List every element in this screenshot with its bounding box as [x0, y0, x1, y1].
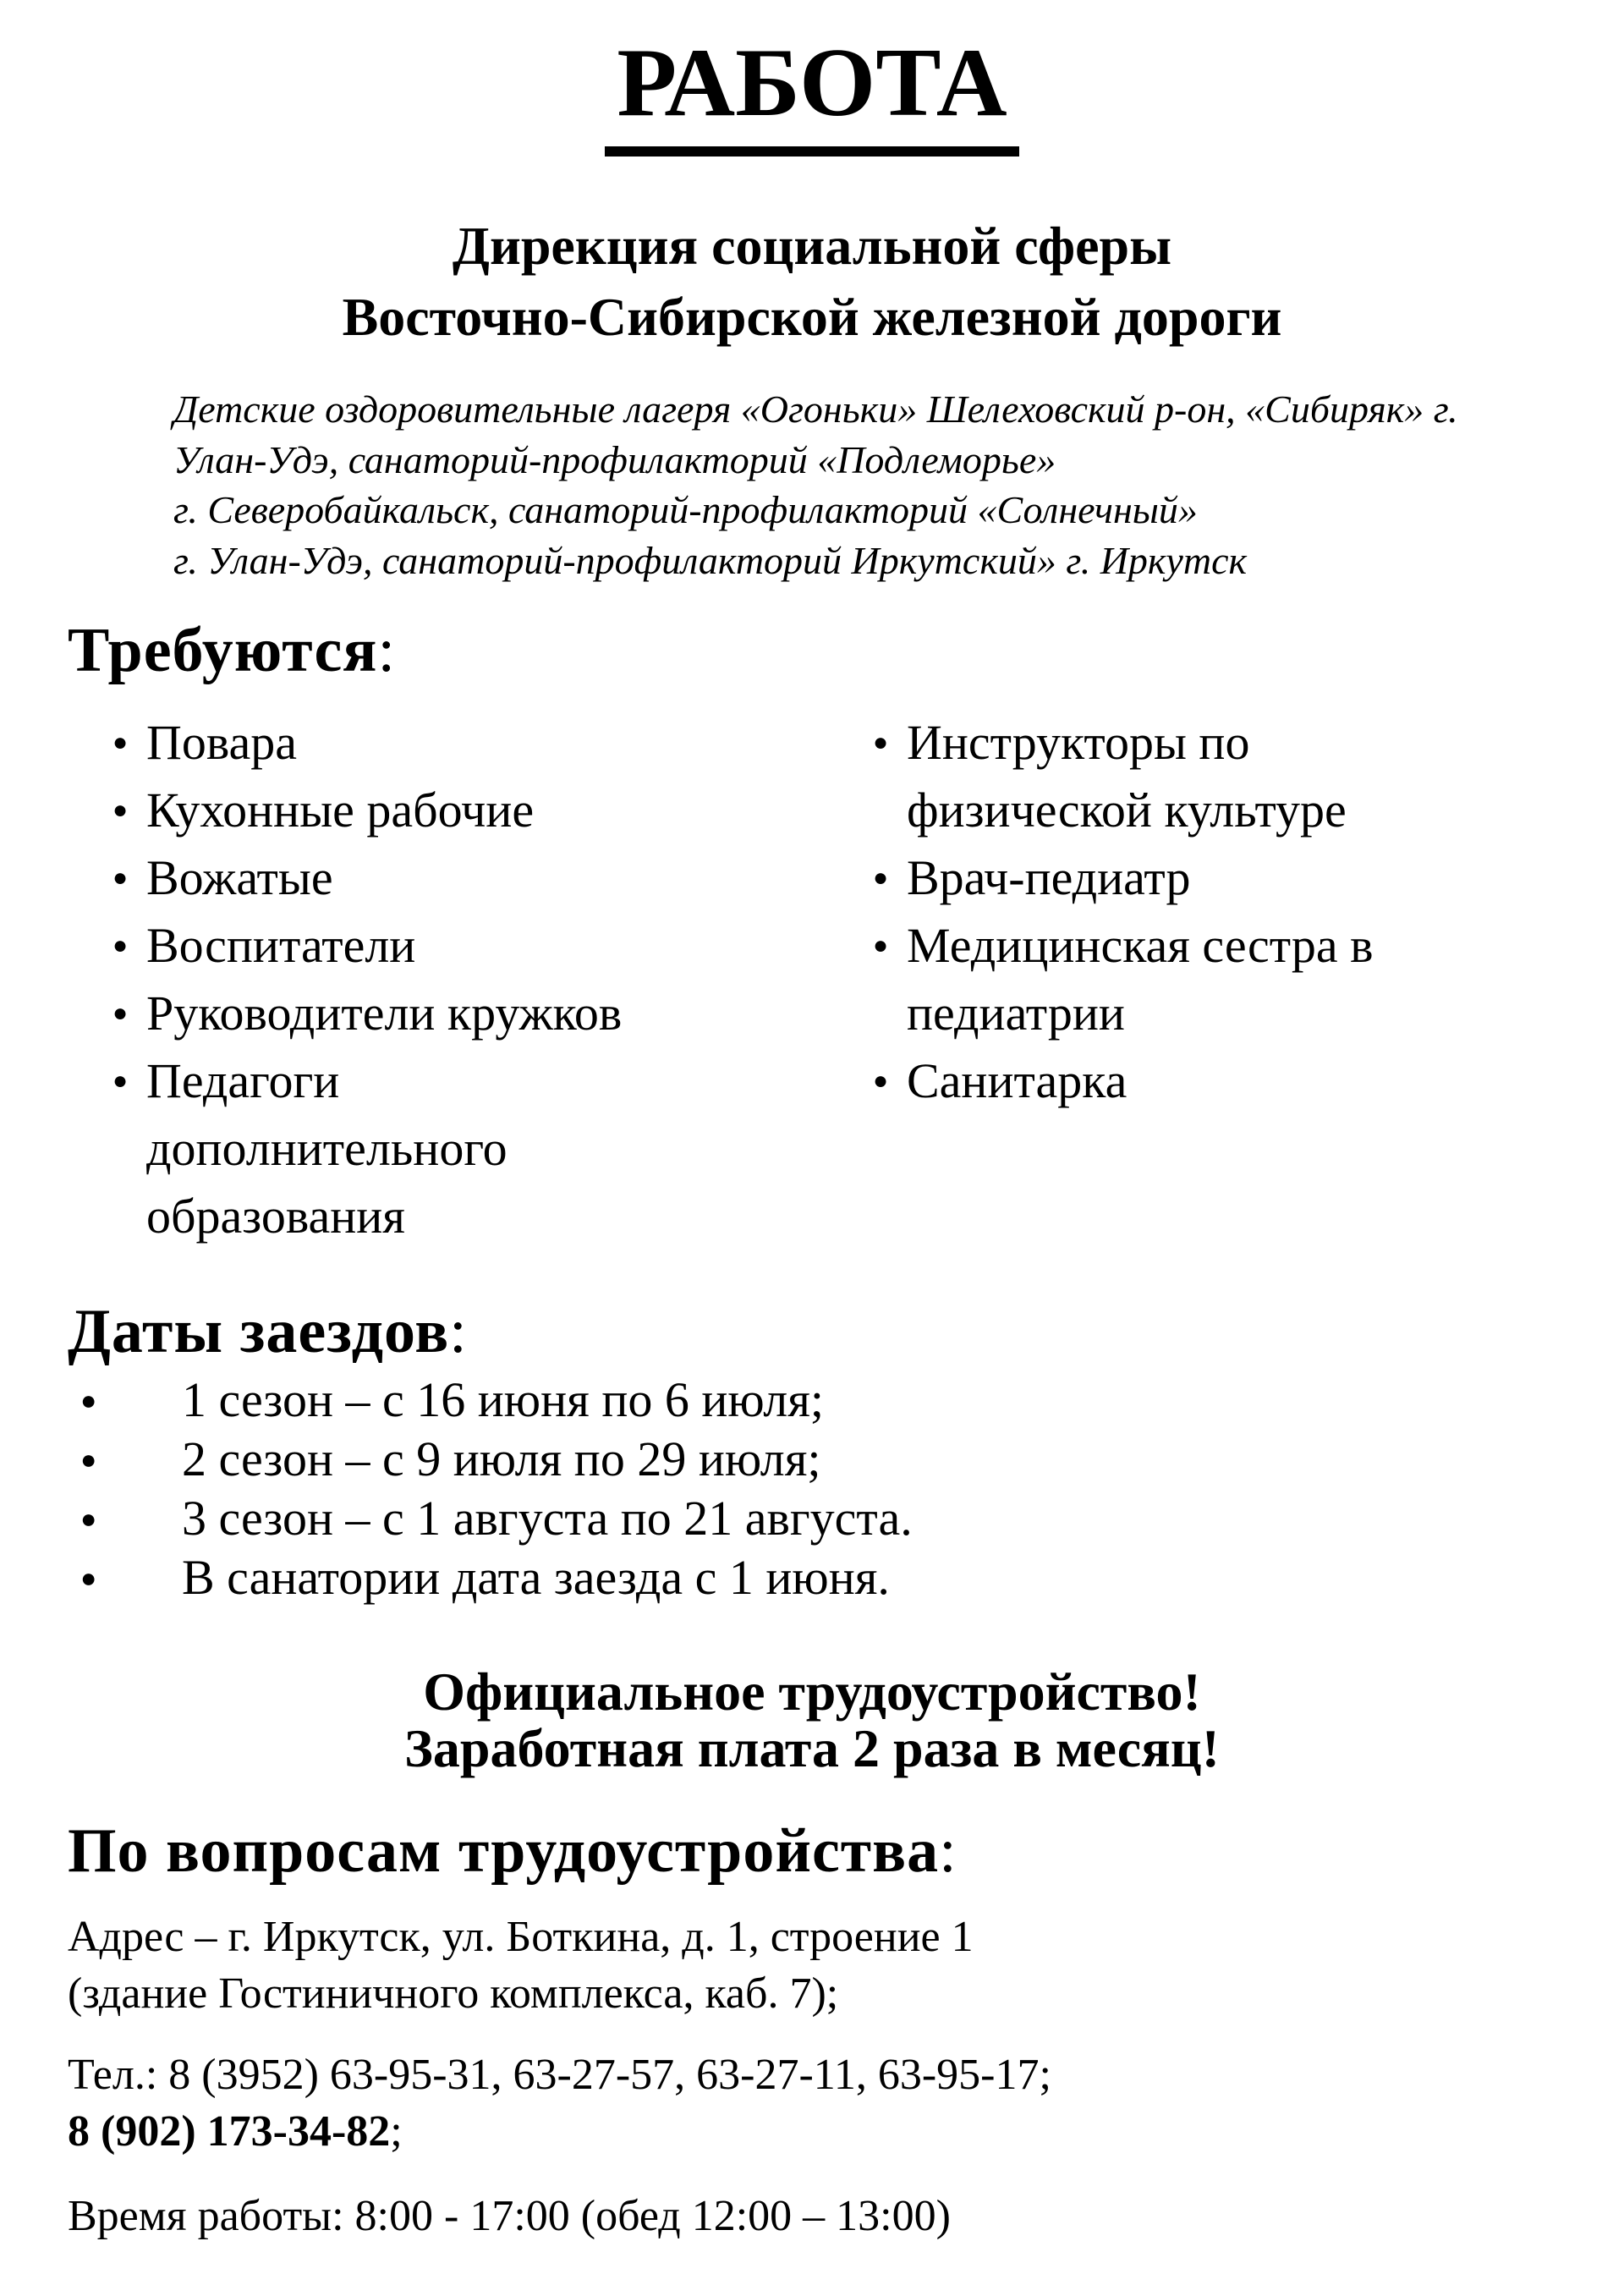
date-item [68, 1489, 1556, 1548]
vacancy-item [68, 980, 873, 1047]
hours-line: Время работы: 8:00 - 17:00 (обед 12:00 – 13:00) [68, 2191, 951, 2240]
vacancy-item-label: Медицинская сестра в педиатрии [907, 918, 1374, 1041]
vacancies-list-right [873, 709, 1556, 1250]
vacancy-item [873, 844, 1556, 912]
vacancies-list-left [68, 709, 873, 1250]
section-heading-vacancies [68, 617, 1556, 685]
date-item-label: 1 сезон – с 16 июня по 6 июля; [182, 1371, 825, 1427]
vacancy-item-label: Руководители кружков [146, 986, 623, 1041]
bullet-icon: ● [112, 931, 129, 960]
section-heading-contact [68, 1817, 1556, 1886]
phone-number-bold: 8 (902) 173-34-82 [68, 2107, 391, 2156]
bullet-icon: ● [873, 728, 889, 757]
intro-line: г. Северобайкальск, санаторий-профилакторий «Солнечный» [173, 488, 1198, 532]
vacancy-item-label: Повара [146, 715, 297, 771]
vacancies-columns [68, 709, 1556, 1250]
section-heading-contact-colon: : [939, 1816, 957, 1887]
phone-line: Тел.: 8 (3952) 63-95-31, 63-27-57, 63-27-11, 63-95-17; [68, 2050, 1051, 2099]
section-heading-dates [68, 1298, 1556, 1366]
bullet-icon: ● [112, 1067, 129, 1096]
bullet-icon: ● [873, 931, 889, 960]
date-item-label: 3 сезон – с 1 августа по 21 августа. [182, 1490, 913, 1546]
phone-number-suffix: ; [390, 2107, 403, 2156]
vacancy-item [68, 777, 873, 844]
highlight-line: Официальное трудоустройство! [423, 1661, 1201, 1722]
intro-line: г. Улан-Удэ, санаторий-профилакторий Иркутский» г. Иркутск [173, 539, 1247, 583]
section-heading-vacancies-text: Требуются [68, 616, 378, 685]
bullet-icon: ● [80, 1502, 97, 1534]
vacancy-item-label: Воспитатели [146, 918, 416, 974]
page-title [68, 25, 1556, 157]
bullet-icon: ● [80, 1443, 97, 1475]
intro-line: Детские оздоровительные лагеря «Огоньки» Шелеховский р-он, «Сибиряк» г. [173, 387, 1458, 431]
date-item-label: В санатории дата заезда с 1 июня. [182, 1549, 890, 1605]
vacancy-item [68, 844, 873, 912]
vacancy-item-label: Кухонные рабочие [146, 783, 535, 838]
dates-list [68, 1370, 1556, 1607]
subtitle [68, 211, 1556, 354]
bullet-icon: ● [112, 728, 129, 757]
section-heading-contact-text: По вопросам трудоустройства [68, 1816, 940, 1887]
vacancy-item [873, 709, 1556, 844]
phone-line-mobile [68, 2103, 1556, 2161]
bullet-icon: ● [112, 864, 129, 893]
page-title-text: РАБОТА [605, 25, 1018, 157]
bullet-icon: ● [112, 999, 129, 1028]
vacancy-item-label: Врач-педиатр [907, 850, 1191, 906]
vacancy-item [68, 912, 873, 980]
address-line: (здание Гостиничного комплекса, каб. 7); [68, 1969, 839, 2019]
bullet-icon: ● [80, 1384, 97, 1415]
highlight-line: Заработная плата 2 раза в месяц! [404, 1717, 1220, 1778]
intro-paragraph [173, 384, 1556, 586]
vacancy-item-label: Вожатые [146, 850, 333, 906]
date-item [68, 1370, 1556, 1430]
subtitle-line: Дирекция социальной сферы [452, 215, 1172, 276]
bullet-icon: ● [80, 1562, 97, 1593]
vacancy-item [873, 1047, 1556, 1115]
vacancy-item [68, 709, 873, 777]
section-heading-dates-text: Даты заездов [68, 1297, 450, 1367]
intro-line: Улан-Удэ, санаторий-профилакторий «Подлеморье» [173, 437, 1056, 481]
section-heading-dates-colon: : [449, 1297, 468, 1367]
vacancy-item-label: Педагоги дополнительного образования [146, 1053, 508, 1244]
address-paragraph [68, 1909, 1556, 2023]
bullet-icon: ● [112, 796, 129, 825]
date-item-label: 2 сезон – с 9 июля по 29 июля; [182, 1431, 821, 1486]
vacancy-item [873, 912, 1556, 1047]
vacancy-item [68, 1047, 873, 1250]
bullet-icon: ● [873, 1067, 889, 1096]
section-heading-vacancies-colon: : [377, 616, 396, 685]
highlight-block [68, 1663, 1556, 1777]
subtitle-line: Восточно-Сибирской железной дороги [342, 287, 1282, 348]
bullet-icon: ● [873, 864, 889, 893]
vacancy-item-label: Санитарка [907, 1053, 1127, 1109]
address-line: Адрес – г. Иркутск, ул. Боткина, д. 1, строение 1 [68, 1912, 974, 1961]
date-item [68, 1548, 1556, 1607]
phones-paragraph [68, 2046, 1556, 2161]
vacancy-item-label: Инструкторы по физической культуре [907, 715, 1347, 838]
date-item [68, 1430, 1556, 1489]
